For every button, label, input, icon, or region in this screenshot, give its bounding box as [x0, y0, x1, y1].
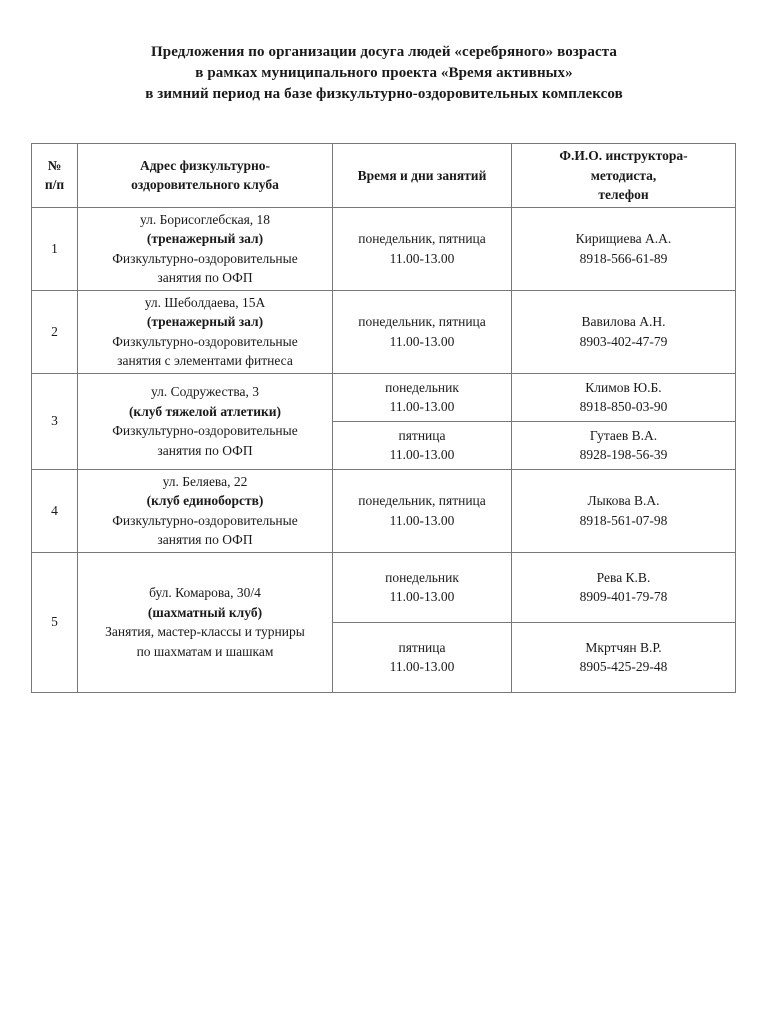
session-time: 11.00-13.00 [389, 589, 455, 604]
instructor-name: Вавилова А.Н. [581, 314, 666, 329]
schedule-cell [333, 622, 512, 692]
schedule-table [31, 143, 736, 693]
address-description: Физкультурно-оздоровительные [112, 423, 298, 438]
instructor-name: Лыкова В.А. [587, 493, 660, 508]
instructor-phone: 8905-425-29-48 [579, 659, 668, 674]
instructor-cell [512, 469, 736, 552]
address-description: Физкультурно-оздоровительные [112, 512, 298, 528]
instructor-phone: 8918-850-03-90 [579, 399, 668, 414]
address-street: ул. Беляева, 22 [162, 473, 248, 489]
schedule-cell [333, 552, 512, 622]
header-line: оздоровительного клуба [131, 177, 279, 193]
instructor-name: Рева К.В. [596, 569, 651, 585]
header-line: Адрес физкультурно- [139, 157, 271, 173]
col-header-address [78, 144, 333, 208]
address-description: Физкультурно-оздоровительные [112, 250, 298, 266]
schedule-cell [333, 373, 512, 421]
session-days: пятница [398, 427, 446, 443]
schedule-cell [333, 290, 512, 373]
table-header-row [32, 144, 736, 208]
header-line: методиста, [590, 167, 657, 183]
instructor-cell [512, 552, 736, 622]
address-club: (тренажерный зал) [146, 314, 264, 329]
instructor-cell [512, 207, 736, 290]
address-cell [78, 207, 333, 290]
col-header-instructor [512, 144, 736, 208]
address-cell [78, 469, 333, 552]
address-club: (клуб единоборств) [146, 493, 264, 508]
session-days: понедельник, пятница [358, 231, 486, 246]
address-club: (тренажерный зал) [146, 231, 264, 246]
title-line: Предложения по организации досуга людей «серебряного» возраста [151, 44, 617, 60]
address-street: ул. Шеболдаева, 15А [144, 294, 266, 310]
session-days: понедельник, пятница [358, 493, 486, 508]
instructor-phone: 8909-401-79-78 [579, 589, 668, 604]
address-street: ул. Борисоглебская, 18 [139, 211, 271, 227]
instructor-cell [512, 373, 736, 421]
instructor-name: Климов Ю.Б. [585, 379, 662, 395]
address-street: ул. Содружества, 3 [150, 384, 260, 399]
address-description: по шахматам и шашкам [136, 643, 274, 659]
address-description: занятия по ОФП [157, 442, 253, 458]
row-number-cell: 1 [32, 207, 78, 290]
instructor-cell [512, 421, 736, 469]
session-time: 11.00-13.00 [389, 659, 455, 674]
address-description: занятия с элементами фитнеса [117, 353, 293, 368]
instructor-phone: 8918-566-61-89 [579, 250, 668, 266]
table-row [32, 207, 736, 290]
address-club: (шахматный клуб) [147, 604, 263, 620]
header-line: № [47, 157, 62, 173]
session-days: понедельник [385, 569, 459, 585]
table-row [32, 552, 736, 622]
schedule-cell [333, 421, 512, 469]
row-number-cell: 4 [32, 469, 78, 552]
col-header-number [32, 144, 78, 208]
address-description: занятия по ОФП [157, 270, 253, 285]
session-time: 11.00-13.00 [389, 250, 455, 266]
header-line: Время и дни занятий [357, 167, 487, 183]
col-header-schedule [333, 144, 512, 208]
session-time: 11.00-13.00 [389, 447, 455, 462]
address-cell [78, 373, 333, 469]
address-description: занятия по ОФП [157, 532, 253, 547]
address-cell [78, 552, 333, 692]
table-row [32, 373, 736, 421]
instructor-phone: 8903-402-47-79 [579, 333, 668, 349]
instructor-phone: 8928-198-56-39 [579, 447, 668, 462]
header-line: Ф.И.О. инструктора- [559, 148, 688, 163]
row-number-cell: 5 [32, 552, 78, 692]
session-time: 11.00-13.00 [389, 333, 455, 349]
address-cell [78, 290, 333, 373]
session-days: понедельник [385, 379, 459, 395]
title-line: в рамках муниципального проекта «Время активных» [195, 65, 573, 81]
address-description: Физкультурно-оздоровительные [112, 333, 298, 349]
header-line: телефон [598, 187, 649, 202]
instructor-cell [512, 290, 736, 373]
row-number-cell: 3 [32, 373, 78, 469]
document-title [30, 42, 738, 105]
instructor-name: Кирищиева А.А. [575, 231, 672, 246]
schedule-cell [333, 207, 512, 290]
table-row [32, 290, 736, 373]
instructor-cell [512, 622, 736, 692]
row-number-cell: 2 [32, 290, 78, 373]
session-time: 11.00-13.00 [389, 512, 455, 528]
table-row [32, 469, 736, 552]
session-time: 11.00-13.00 [389, 399, 455, 414]
instructor-name: Мкртчян В.Р. [585, 639, 662, 655]
session-days: пятница [398, 639, 446, 655]
instructor-name: Гутаев В.А. [589, 427, 658, 443]
session-days: понедельник, пятница [358, 314, 486, 329]
instructor-phone: 8918-561-07-98 [579, 512, 668, 528]
title-line: в зимний период на базе физкультурно-оздоровительных комплексов [145, 86, 623, 102]
address-street: бул. Комарова, 30/4 [149, 585, 261, 600]
header-line: п/п [44, 177, 65, 193]
address-description: Занятия, мастер-классы и турниры [105, 624, 305, 639]
address-club: (клуб тяжелой атлетики) [128, 403, 282, 419]
schedule-cell [333, 469, 512, 552]
